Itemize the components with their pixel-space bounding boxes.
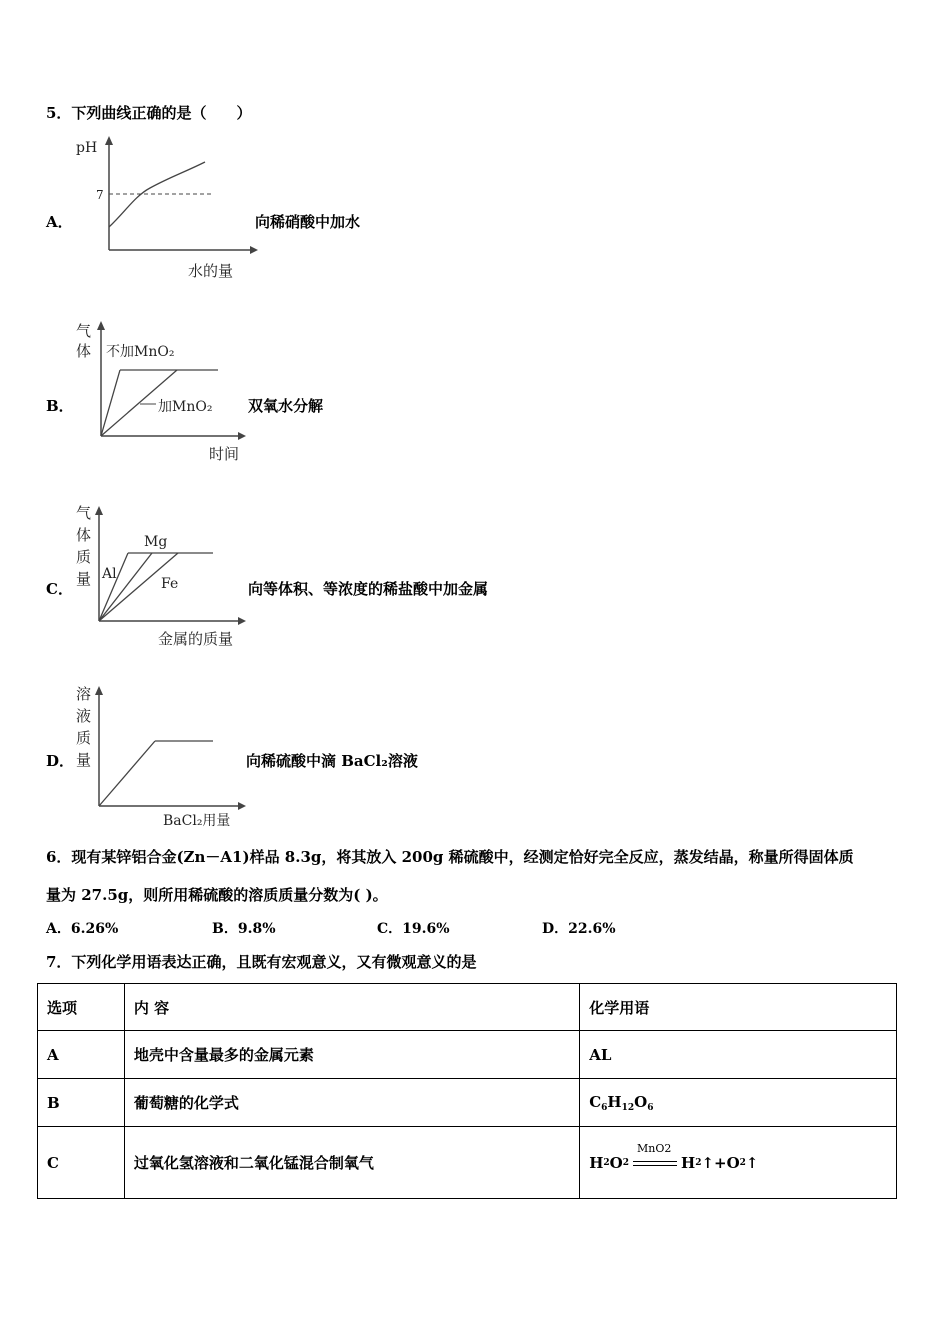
q6-choice-a[interactable]: A．6.26%: [46, 921, 119, 937]
q6-choice-b[interactable]: B．9.8%: [212, 921, 276, 937]
graph-d-x-label: BaCl₂用量: [163, 813, 231, 829]
graph-b-x-label: 时间: [209, 445, 240, 463]
row-b-term: [580, 1079, 897, 1127]
question-7-table: [37, 983, 897, 1199]
q6-choice-d[interactable]: D．22.6%: [542, 921, 616, 937]
graph-a-y-arrow: [105, 136, 113, 145]
q6-choice-c[interactable]: C．19.6%: [377, 921, 450, 937]
graph-b-x-arrow: [238, 432, 246, 440]
graph-c-y-label-1: 气: [76, 504, 92, 522]
graph-b: [70, 315, 260, 465]
graph-a-y-label: pH: [76, 140, 98, 156]
option-a-letter: A．: [46, 213, 73, 231]
eq-right-sub1: 2: [695, 1157, 702, 1168]
option-d-desc: 向稀硫酸中滴 BaCl₂溶液: [246, 752, 418, 770]
graph-b-y-arrow: [97, 321, 105, 330]
row-b-content: 葡萄糖的化学式: [124, 1079, 579, 1127]
graph-c-y-arrow: [95, 506, 103, 515]
row-a-content: 地壳中含量最多的金属元素: [124, 1031, 579, 1079]
option-c-desc: 向等体积、等浓度的稀盐酸中加金属: [248, 580, 489, 598]
formula-h-sub: 12: [621, 1102, 635, 1113]
graph-b-curve2-label: 加MnO₂: [158, 399, 213, 415]
row-c-term: [580, 1127, 897, 1199]
graph-c-y-label-4: 量: [76, 570, 92, 588]
question-5-stem: 5．下列曲线正确的是（ ）: [46, 104, 252, 122]
row-c-content: 过氧化氢溶液和二氧化锰混合制氧气: [124, 1127, 579, 1199]
graph-c-y-label-3: 质: [76, 548, 92, 566]
graph-b-curve-catalyst: [101, 370, 120, 436]
formula-o-sub: 6: [647, 1102, 654, 1113]
eq-right-mid: ↑+O: [701, 1153, 740, 1172]
formula-c-sub: 6: [601, 1102, 608, 1113]
question-6-line-2: 量为 27.5g，则所用稀硫酸的溶质质量分数为( )。: [46, 886, 388, 904]
header-term: 化学用语: [580, 984, 897, 1031]
eq-right-end: ↑: [745, 1153, 759, 1172]
eq-left-o: O: [609, 1153, 623, 1172]
graph-b-y-label-1: 气: [76, 322, 92, 340]
graph-a-x-label: 水的量: [188, 262, 234, 280]
graph-d-y-arrow: [95, 686, 103, 695]
graph-c-fe-label: Fe: [161, 576, 179, 592]
graph-c-x-arrow: [238, 617, 246, 625]
table-row: [38, 1127, 897, 1199]
graph-a-ref-label: 7: [96, 188, 104, 202]
graph-d-y-label-3: 质: [76, 729, 92, 747]
double-line-top: [633, 1161, 677, 1162]
graph-d-curve: [99, 741, 155, 806]
reaction-arrow: [633, 1141, 677, 1178]
catalyst-label: MnO2: [637, 1141, 672, 1155]
question-6-line-1: 6．现有某锌铝合金(Zn－A1)样品 8.3g，将其放入 200g 稀硫酸中，经测定恰好完全反应，蒸发结晶，称量所得固体质: [46, 848, 854, 866]
graph-d-y-label-2: 液: [76, 707, 92, 725]
row-a-option: A: [38, 1031, 125, 1079]
formula-h: H: [607, 1092, 622, 1111]
formula-c: C: [589, 1092, 602, 1111]
graph-c-y-label-2: 体: [76, 526, 92, 544]
option-d-letter: D．: [46, 752, 75, 770]
row-c-option: C: [38, 1127, 125, 1199]
table-row: [38, 1031, 897, 1079]
graph-c-curve-al: [99, 553, 128, 621]
option-b-letter: B．: [46, 397, 74, 415]
graph-d-y-label-4: 量: [76, 751, 92, 769]
table-header-row: [38, 984, 897, 1031]
eq-left-sub1: 2: [603, 1157, 610, 1168]
graph-c-mg-label: Mg: [144, 534, 168, 550]
row-b-option: B: [38, 1079, 125, 1127]
row-a-term: AL: [580, 1031, 897, 1079]
graph-c-al-label: Al: [102, 566, 117, 582]
graph-d-y-label-1: 溶: [76, 685, 92, 703]
graph-c: [70, 500, 260, 652]
table-row: [38, 1079, 897, 1127]
graph-a-x-arrow: [250, 246, 258, 254]
eq-left-sub2: 2: [622, 1157, 629, 1168]
graph-d-x-arrow: [238, 802, 246, 810]
graph-a: [70, 130, 260, 280]
eq-right-sub2: 2: [739, 1157, 746, 1168]
formula-o: O: [634, 1092, 648, 1111]
graph-c-x-label: 金属的质量: [158, 630, 234, 648]
option-c-letter: C．: [46, 580, 73, 598]
graph-b-y-label-2: 体: [76, 342, 92, 360]
header-content: 内 容: [124, 984, 579, 1031]
option-a-desc: 向稀硝酸中加水: [255, 213, 361, 231]
question-7-stem: 7．下列化学用语表达正确，且既有宏观意义，又有微观意义的是: [46, 953, 477, 971]
graph-d: [70, 680, 260, 832]
graph-c-curve-mg: [99, 553, 152, 621]
option-b-desc: 双氧水分解: [248, 397, 324, 415]
graph-b-curve1-label: 不加MnO₂: [106, 344, 175, 360]
double-line-bottom: [633, 1165, 677, 1166]
header-option: 选项: [38, 984, 125, 1031]
eq-right-h: H: [681, 1153, 696, 1172]
eq-left-h: H: [589, 1153, 604, 1172]
